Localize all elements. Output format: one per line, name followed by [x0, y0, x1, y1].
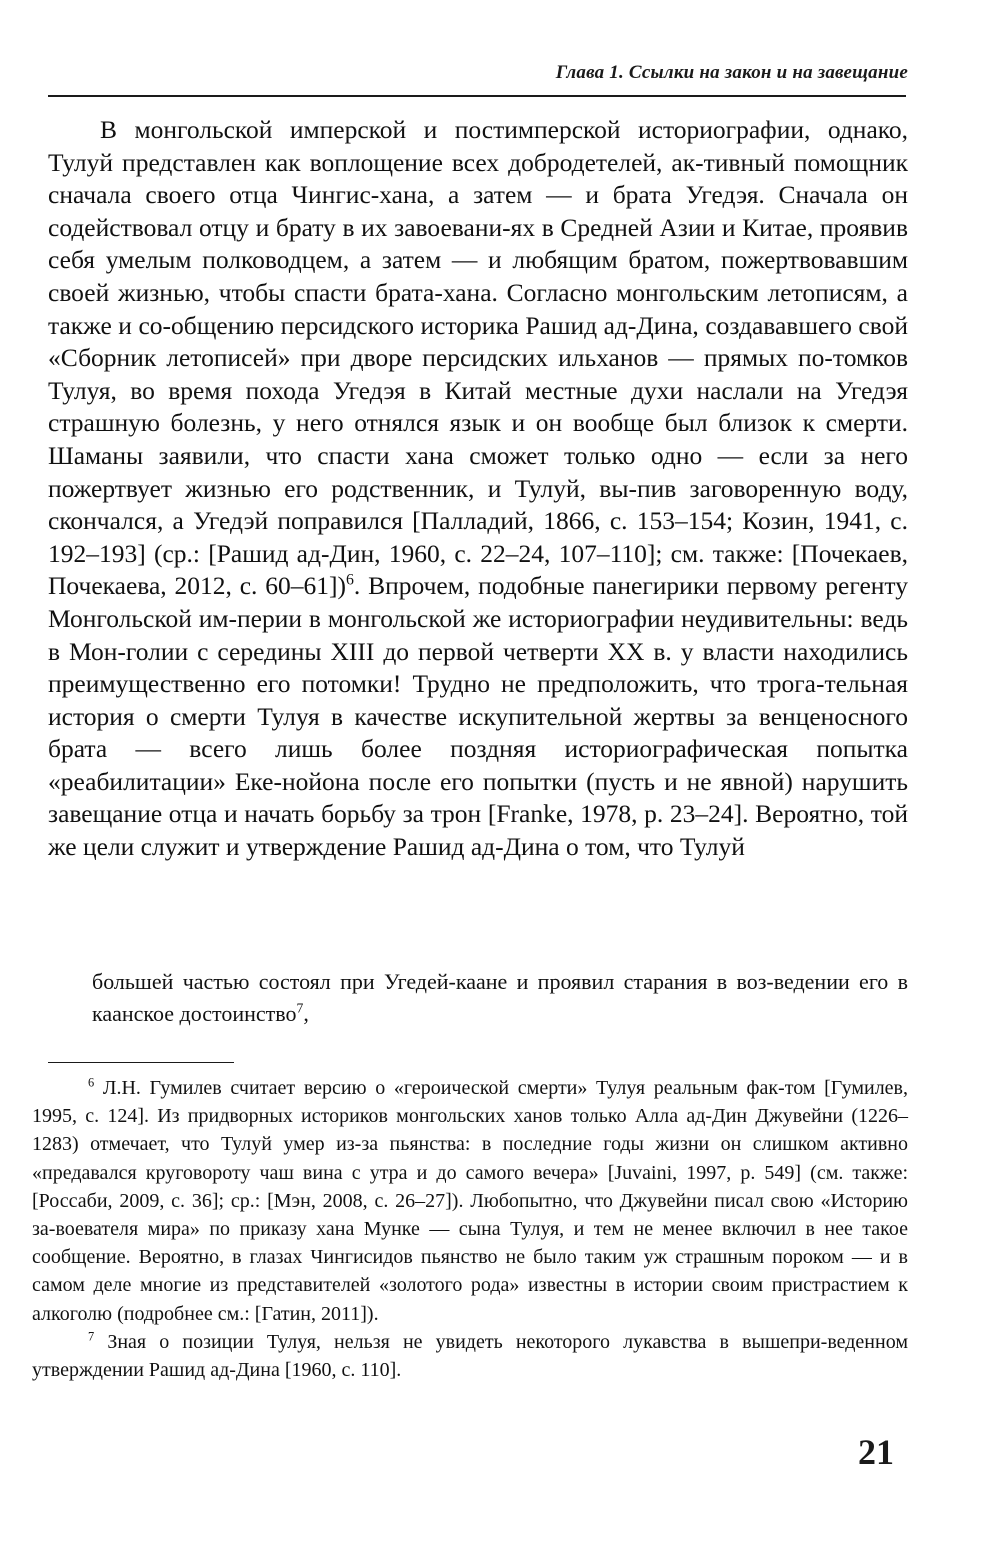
footnotes [32, 1074, 908, 1384]
footnote-ref-7: 7 [296, 1000, 304, 1016]
main-paragraph-text: В монгольской имперской и постимперской историографии, однако, Тулуй представлен как воплощение всех добродетелей, ак-тивный помощник сначала своего отца Чингис-хана, а затем — и брата Угедэя. Сначала он содействовал отцу и брату в их завоевани-ях в Средней Азии и Китае, проявив себя умелым полководцем, а затем — и любящим братом, пожертвовавшим своей жизнью, чтобы спасти брата-хана. Согласно монгольским летописям, а также и со-общению персидского историка Рашид ад-Дина, создававшего свой «Сборник летописей» при дворе персидских ильханов — прямых по-томков Тулуя, во время похода Угедэя в Китай местные духи наслали на Угедэя страшную болезнь, у него отнялся язык и он вообще был близок к смерти. Шаманы заявили, что спасти хана сможет только одно — если за него пожертвует жизнью его родственник, и Тулуй, вы-пив заговоренную воду, скончался, а Угедэй поправился [Палладий, 1866, с. 153–154; Козин, 1941, с. 192–193] (ср.: [Рашид ад-Дин, 1960, с. 22–24, 107–110]; см. также: [Почекаев, Почекаева, 2012, с. 60–61]) [48, 115, 908, 601]
page-number: 21 [858, 1432, 894, 1472]
block-quote-tail: , [303, 1001, 309, 1026]
running-head: Глава 1. Ссылки на закон и на завещание [555, 62, 908, 83]
footnote-number: 6 [88, 1075, 95, 1090]
footnote-6 [32, 1074, 908, 1328]
block-quote [92, 966, 908, 1030]
footnote-text: Л.Н. Гумилев считает версию о «героической смерти» Тулуя реальным фак-том [Гумилев, 1995, с. 124]. Из придворных историков монгольских ханов только Алла ад-Дин Джувейни (1226–1283) отмечает, что Тулуй умер из-за пьянства: в последние годы жизни он слишком активно «предавался круговороту чаш вина с утра и до самого вечера» [Juvaini, 1997, p. 549] (см. также: [Россаби, 2009, с. 36]; ср.: [Мэн, 2008, с. 26–27]). Любопытно, что Джувейни писал свою «Историю за-воевателя мира» по приказу хана Мунке — сына Тулуя, и тем не менее включил в нее такое сообщение. Вероятно, в глазах Чингисидов пьянство не было таким уж страшным пороком — и в самом деле многие из представителей «золотого рода» известны в истории своим пристрастием к алкоголю (подробнее см.: [Гатин, 2011]). [32, 1077, 908, 1325]
header-rule [48, 95, 906, 97]
footnote-7 [32, 1328, 908, 1384]
main-paragraph [48, 114, 908, 864]
block-quote-text: большей частью состоял при Угедей-каане и проявил старания в воз-ведении его в каанское достоинство [92, 969, 908, 1026]
footnote-ref-6: 6 [346, 571, 354, 589]
footnote-number: 7 [88, 1329, 95, 1344]
footnote-text: Зная о позиции Тулуя, нельзя не увидеть некоторого лукавства в вышепри-веденном утверждении Рашид ад-Дина [1960, с. 110]. [32, 1330, 908, 1382]
footnote-separator [48, 1062, 234, 1063]
main-paragraph-continuation: . Впрочем, подобные панегирики первому регенту Монгольской им-перии в монгольской же историографии неудивительны: ведь в Мон-голии с середины XIII до первой четверти XX в. у власти находились преимущественно его потомки! Трудно не предположить, что трога-тельная история о смерти Тулуя в качестве искупительной жертвы за венценосного брата — всего лишь более поздняя историографическая попытка «реабилитации» Еке-нойона после его попытки (пусть и не явной) нарушить завещание отца и начать борьбу за трон [Franke, 1978, p. 23–24]. Вероятно, той же цели служит и утверждение Рашид ад-Дина о том, что Тулуй [48, 571, 908, 862]
